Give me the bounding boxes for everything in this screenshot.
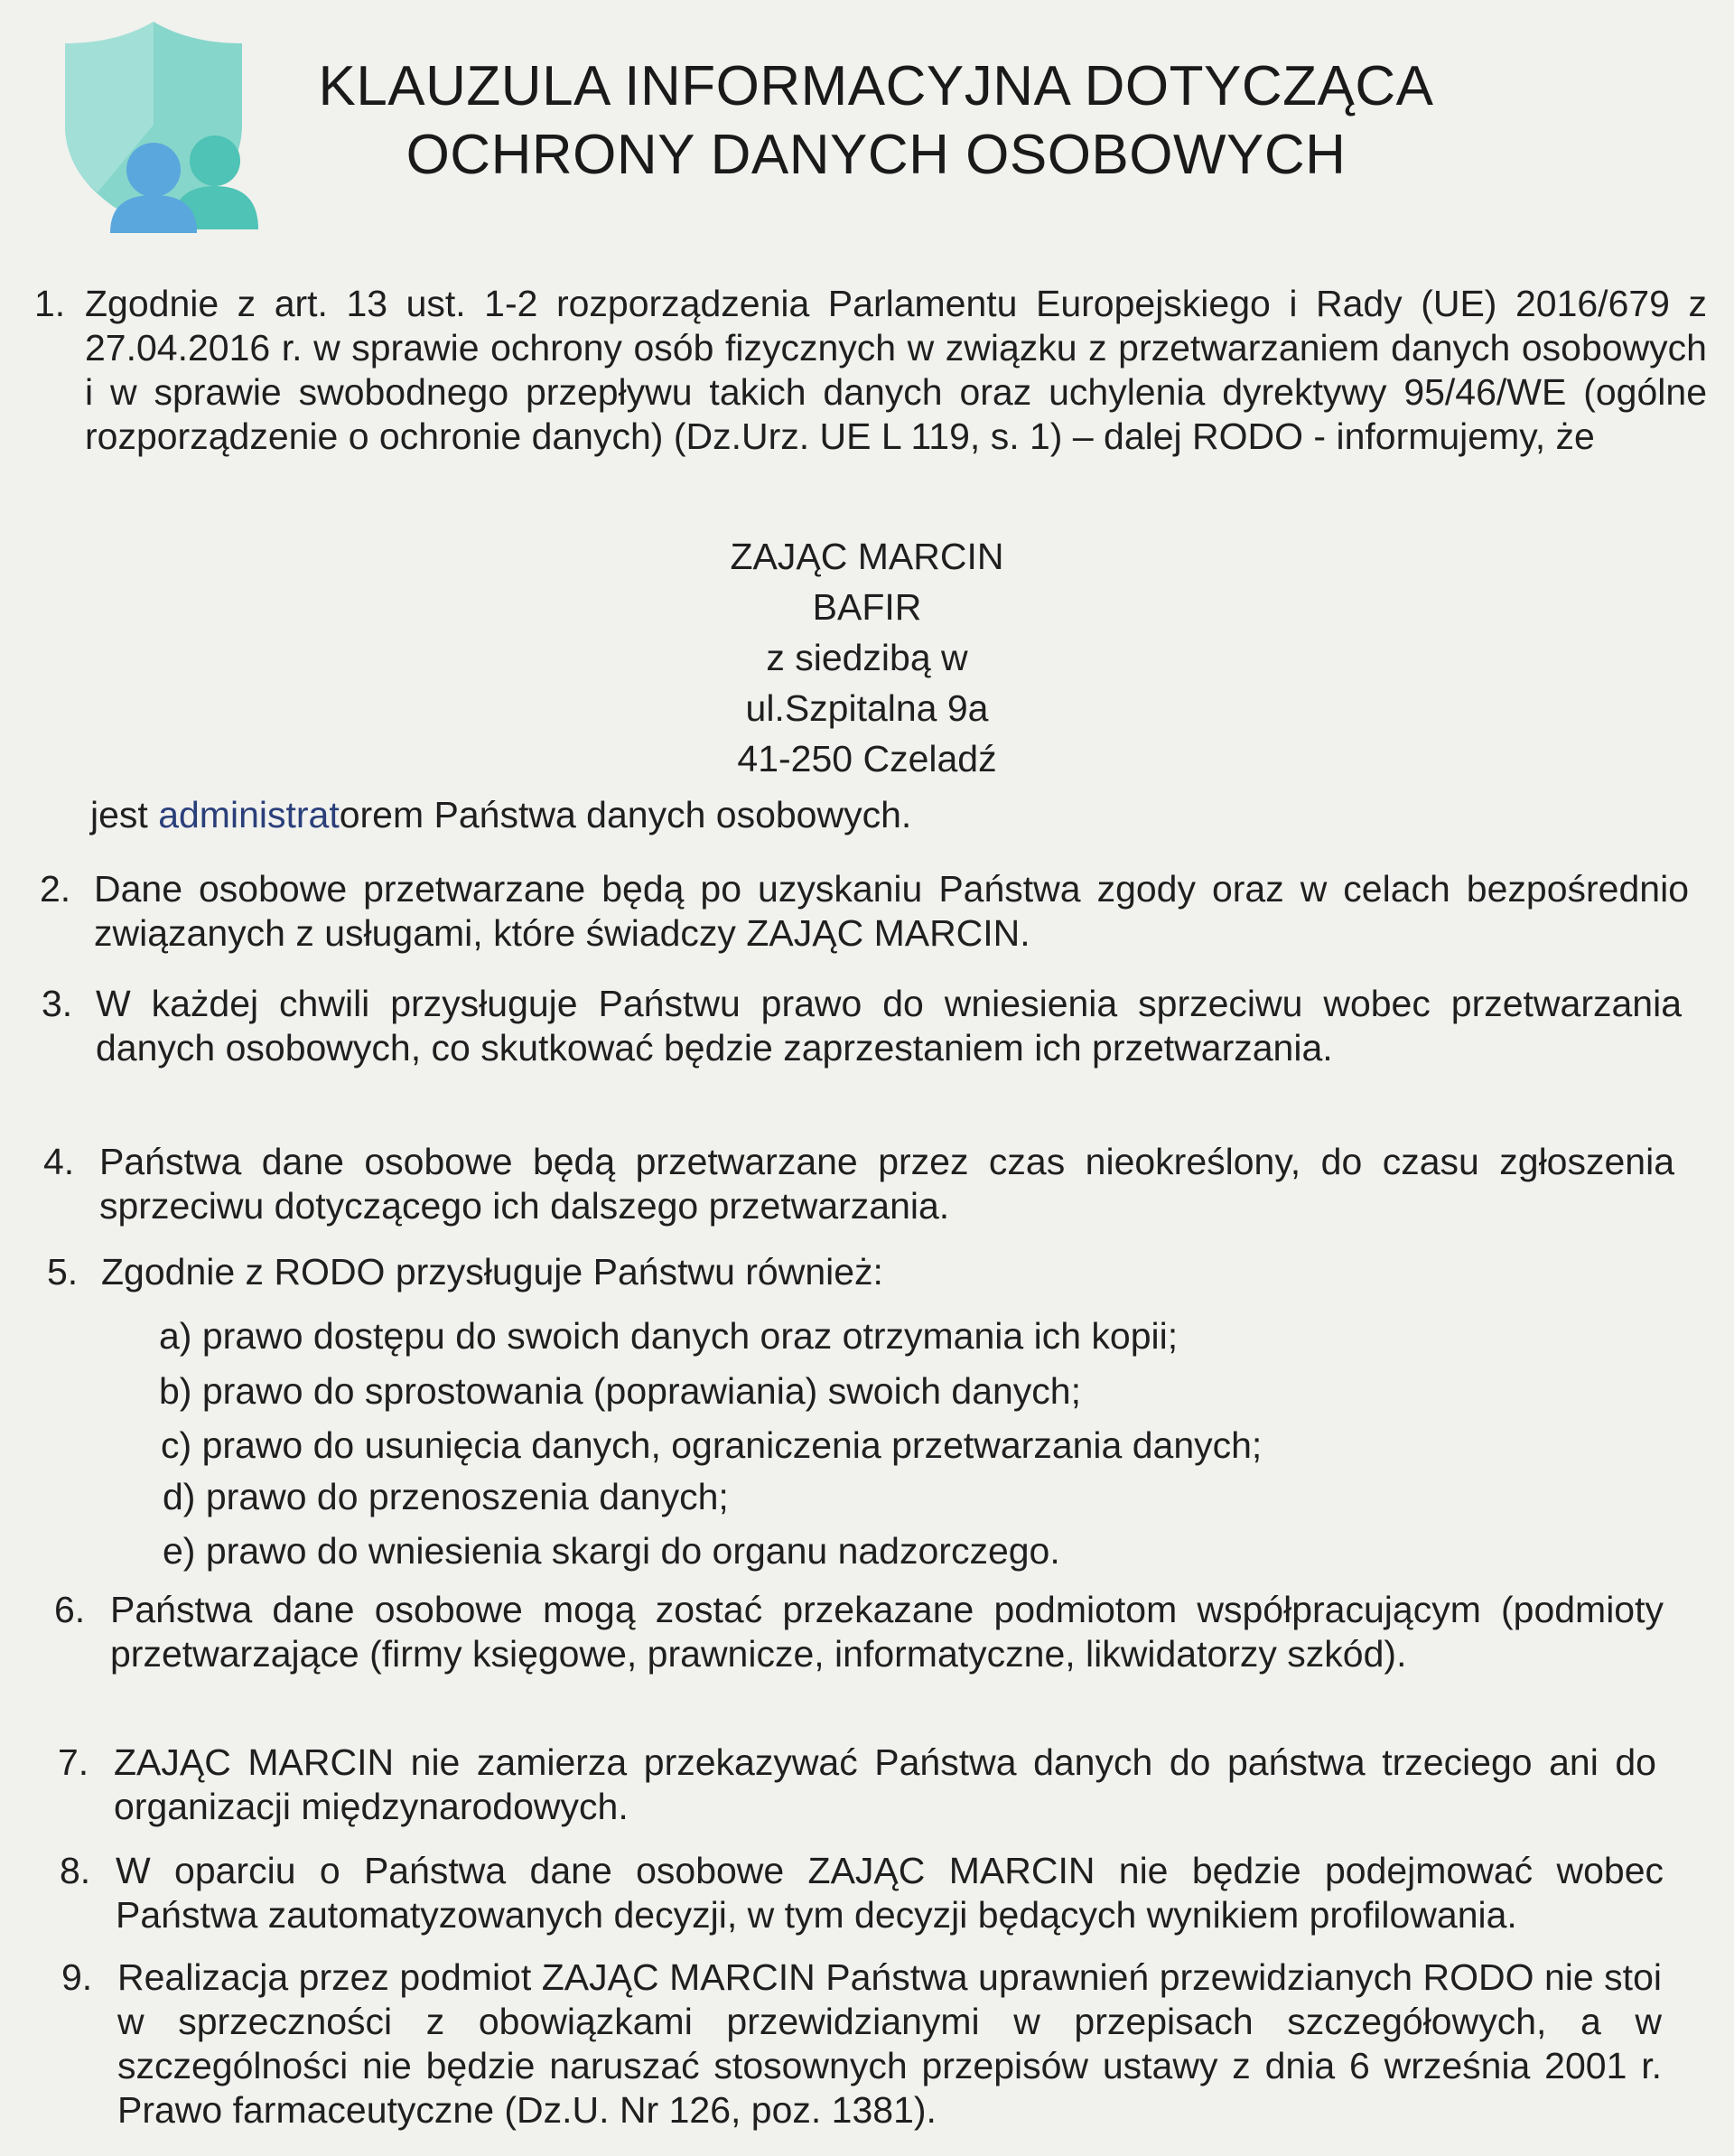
item-number: 9. (61, 1956, 93, 1998)
rights-item-d: d) prawo do przenoszenia danych; (163, 1476, 729, 1517)
list-item-9 (61, 1955, 1662, 2133)
item-text: Zgodnie z art. 13 ust. 1-2 rozporządzenia Parlamentu Europejskiego i Rady (UE) 2016/679 z 27.04.2016 r. w sprawie ochrony osób fizycznych w związku z przetwarzaniem danych osobowych i w sprawie swobodnego przepływu takich danych oraz uchylenia dyrektywy 95/46/WE (ogólne rozporządzenie o ochronie danych) (Dz.Urz. UE L 119, s. 1) – dalej RODO - informujemy, że (85, 283, 1707, 457)
list-item-1 (34, 282, 1707, 459)
list-item-4 (43, 1140, 1674, 1228)
item-number: 8. (60, 1850, 91, 1891)
rights-item-e: e) prawo do wniesienia skargi do organu nadzorczego. (163, 1530, 1060, 1572)
item-text: Państwa dane osobowe będą przetwarzane przez czas nieokreślony, do czasu zgłoszenia sprzeciwu dotyczącego ich dalszego przetwarzania. (99, 1141, 1674, 1227)
item-text: Dane osobowe przetwarzane będą po uzyskaniu Państwa zgody oraz w celach bezpośrednio związanych z usługami, które świadczy ZAJĄC MARCIN. (94, 868, 1689, 954)
item-number: 4. (43, 1141, 75, 1182)
list-item-7 (58, 1741, 1656, 1829)
title-line-2: OCHRONY DANYCH OSOBOWYCH (406, 124, 1347, 186)
item-number: 5. (47, 1251, 79, 1293)
item-number: 2. (40, 868, 71, 910)
rights-item-a: a) prawo dostępu do swoich danych oraz otrzymania ich kopii; (159, 1315, 1179, 1357)
item-text: Realizacja przez podmiot ZAJĄC MARCIN Państwa uprawnień przewidzianych RODO nie stoi w sprzeczności z obowiązkami przewidzianymi w przepisach szczegółowych, a w szczególności nie będzie naruszać stosownych przepisów ustawy z dnia 6 września 2001 r. Prawo farmaceutyczne (Dz.U. Nr 126, poz. 1381). (117, 1956, 1662, 2131)
rights-item-b: b) prawo do sprostowania (poprawiania) swoich danych; (159, 1370, 1082, 1412)
item-text: ZAJĄC MARCIN nie zamierza przekazywać Państwa danych do państwa trzeciego ani do organizacji międzynarodowych. (114, 1741, 1656, 1827)
list-item-5 (47, 1250, 1655, 1294)
item-number: 7. (58, 1741, 89, 1783)
administrator-block (551, 531, 1183, 784)
item-text: Zgodnie z RODO przysługuje Państwu również: (101, 1251, 883, 1293)
page-title (235, 52, 1517, 190)
list-item-6 (54, 1588, 1664, 1676)
list-item-3 (42, 982, 1682, 1070)
item-number: 6. (54, 1589, 86, 1630)
item-text: W oparciu o Państwa dane osobowe ZAJĄC MARCIN nie będzie podejmować wobec Państwa zautomatyzowanych decyzji, w tym decyzji będących wynikiem profilowania. (116, 1850, 1664, 1936)
list-item-8 (60, 1849, 1664, 1937)
item-text: W każdej chwili przysługuje Państwu prawo do wniesienia sprzeciwu wobec przetwarzania danych osobowych, co skutkować będzie zaprzestaniem ich przetwarzania. (96, 983, 1682, 1069)
item-number: 3. (42, 983, 73, 1024)
shield-users-icon (54, 16, 262, 233)
administrator-name: ZAJĄC MARCIN (730, 536, 1004, 577)
administrator-closing: jest administratorem Państwa danych osobowych. (90, 794, 912, 835)
title-line-1: KLAUZULA INFORMACYJNA DOTYCZĄCA (318, 55, 1434, 117)
administrator-company: BAFIR (812, 586, 922, 628)
item-number: 1. (34, 283, 66, 324)
item-text: Państwa dane osobowe mogą zostać przekazane podmiotom współpracującym (podmioty przetwarzające (firmy księgowe, prawnicze, informatyczne, likwidatorzy szkód). (110, 1589, 1664, 1675)
administrator-city: 41-250 Czeladź (737, 738, 997, 779)
administrator-seat: z siedzibą w (766, 637, 968, 678)
rights-item-c: c) prawo do usunięcia danych, ograniczenia przetwarzania danych; (161, 1424, 1263, 1466)
administrator-street: ul.Szpitalna 9a (745, 687, 989, 729)
list-item-2 (40, 867, 1689, 956)
